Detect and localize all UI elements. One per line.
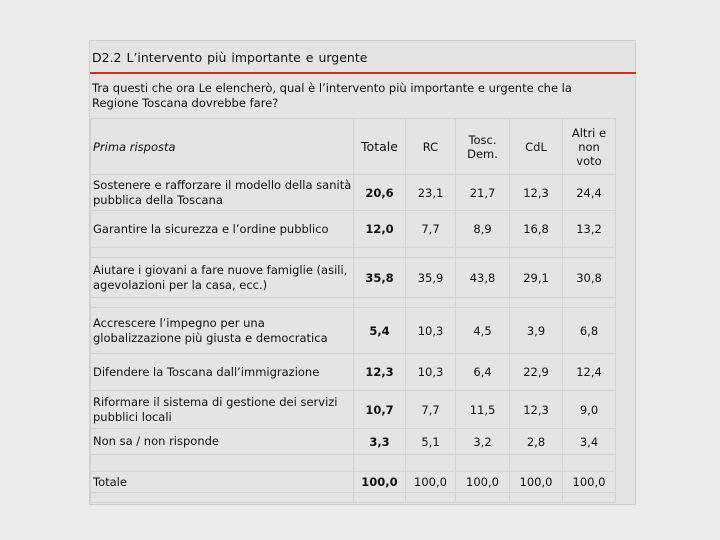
cell-rc: 7,7	[406, 211, 456, 248]
cell-rc: 10,3	[406, 308, 456, 354]
document-sheet	[89, 40, 636, 505]
cell-cdl: 3,9	[510, 308, 563, 354]
cell-cdl: 12,3	[510, 175, 563, 211]
col-header-altri	[563, 119, 616, 175]
cell-rc: 23,1	[406, 175, 456, 211]
cell-altri: 9,0	[563, 391, 616, 429]
total-cell-altri: 100,0	[563, 472, 616, 493]
title-divider	[90, 72, 636, 74]
col-header-totale: Totale	[354, 119, 406, 175]
cell-totale: 10,7	[354, 391, 406, 429]
table-row	[91, 211, 616, 248]
table-row	[91, 258, 616, 298]
cell-rc: 35,9	[406, 258, 456, 298]
table-row	[91, 354, 616, 391]
cell-rc: 10,3	[406, 354, 456, 391]
row-label: Sostenere e rafforzare il modello della sanità pubblica della Toscana	[91, 175, 354, 211]
cell-totale: 5,4	[354, 308, 406, 354]
header-row	[91, 119, 616, 175]
cell-altri: 3,4	[563, 429, 616, 455]
table-row	[91, 429, 616, 455]
row-label: Non sa / non risponde	[91, 429, 354, 455]
total-cell-tosc-dem: 100,0	[456, 472, 510, 493]
total-row-label: Totale	[91, 472, 354, 493]
cell-cdl: 29,1	[510, 258, 563, 298]
spacer-row	[91, 493, 616, 503]
col-header-rc: RC	[406, 119, 456, 175]
cell-altri: 13,2	[563, 211, 616, 248]
total-row	[91, 472, 616, 493]
cell-totale: 20,6	[354, 175, 406, 211]
col-header-tosc-dem-text: Tosc. Dem.	[467, 132, 498, 161]
row-label: Riformare il sistema di gestione dei servizi pubblici locali	[91, 391, 354, 429]
spacer-row	[91, 298, 616, 308]
cell-cdl: 16,8	[510, 211, 563, 248]
table-row	[91, 308, 616, 354]
cell-altri: 6,8	[563, 308, 616, 354]
survey-question: Tra questi che ora Le elencherò, qual è l’intervento più importante e urgente che la Regione Toscana dovrebbe fare?	[92, 81, 572, 110]
cell-tosc-dem: 3,2	[456, 429, 510, 455]
cell-totale: 12,3	[354, 354, 406, 391]
row-label: Difendere la Toscana dall’immigrazione	[91, 354, 354, 391]
row-label: Aiutare i giovani a fare nuove famiglie (asili, agevolazioni per la casa, ecc.)	[91, 258, 354, 298]
cell-altri: 24,4	[563, 175, 616, 211]
table-row	[91, 391, 616, 429]
col-header-tosc-dem	[456, 119, 510, 175]
results-table	[90, 118, 616, 503]
cell-altri: 30,8	[563, 258, 616, 298]
spacer-row	[91, 455, 616, 472]
cell-cdl: 22,9	[510, 354, 563, 391]
document-title: D2.2 L’intervento più importante e urgente	[92, 50, 368, 65]
cell-rc: 7,7	[406, 391, 456, 429]
cell-totale: 35,8	[354, 258, 406, 298]
total-cell-cdl: 100,0	[510, 472, 563, 493]
cell-cdl: 12,3	[510, 391, 563, 429]
total-cell-totale: 100,0	[354, 472, 406, 493]
cell-totale: 3,3	[354, 429, 406, 455]
table-row	[91, 175, 616, 211]
cell-tosc-dem: 11,5	[456, 391, 510, 429]
cell-totale: 12,0	[354, 211, 406, 248]
col-header-cdl: CdL	[510, 119, 563, 175]
cell-altri: 12,4	[563, 354, 616, 391]
cell-tosc-dem: 8,9	[456, 211, 510, 248]
row-header-label: Prima risposta	[91, 119, 354, 175]
cell-tosc-dem: 4,5	[456, 308, 510, 354]
row-label: Accrescere l’impegno per una globalizzazione più giusta e democratica	[91, 308, 354, 354]
cell-tosc-dem: 43,8	[456, 258, 510, 298]
cell-tosc-dem: 21,7	[456, 175, 510, 211]
cell-cdl: 2,8	[510, 429, 563, 455]
total-cell-rc: 100,0	[406, 472, 456, 493]
col-header-altri-text: Altri e non voto	[571, 125, 607, 168]
cell-rc: 5,1	[406, 429, 456, 455]
row-label: Garantire la sicurezza e l’ordine pubblico	[91, 211, 354, 248]
spacer-row	[91, 248, 616, 258]
cell-tosc-dem: 6,4	[456, 354, 510, 391]
